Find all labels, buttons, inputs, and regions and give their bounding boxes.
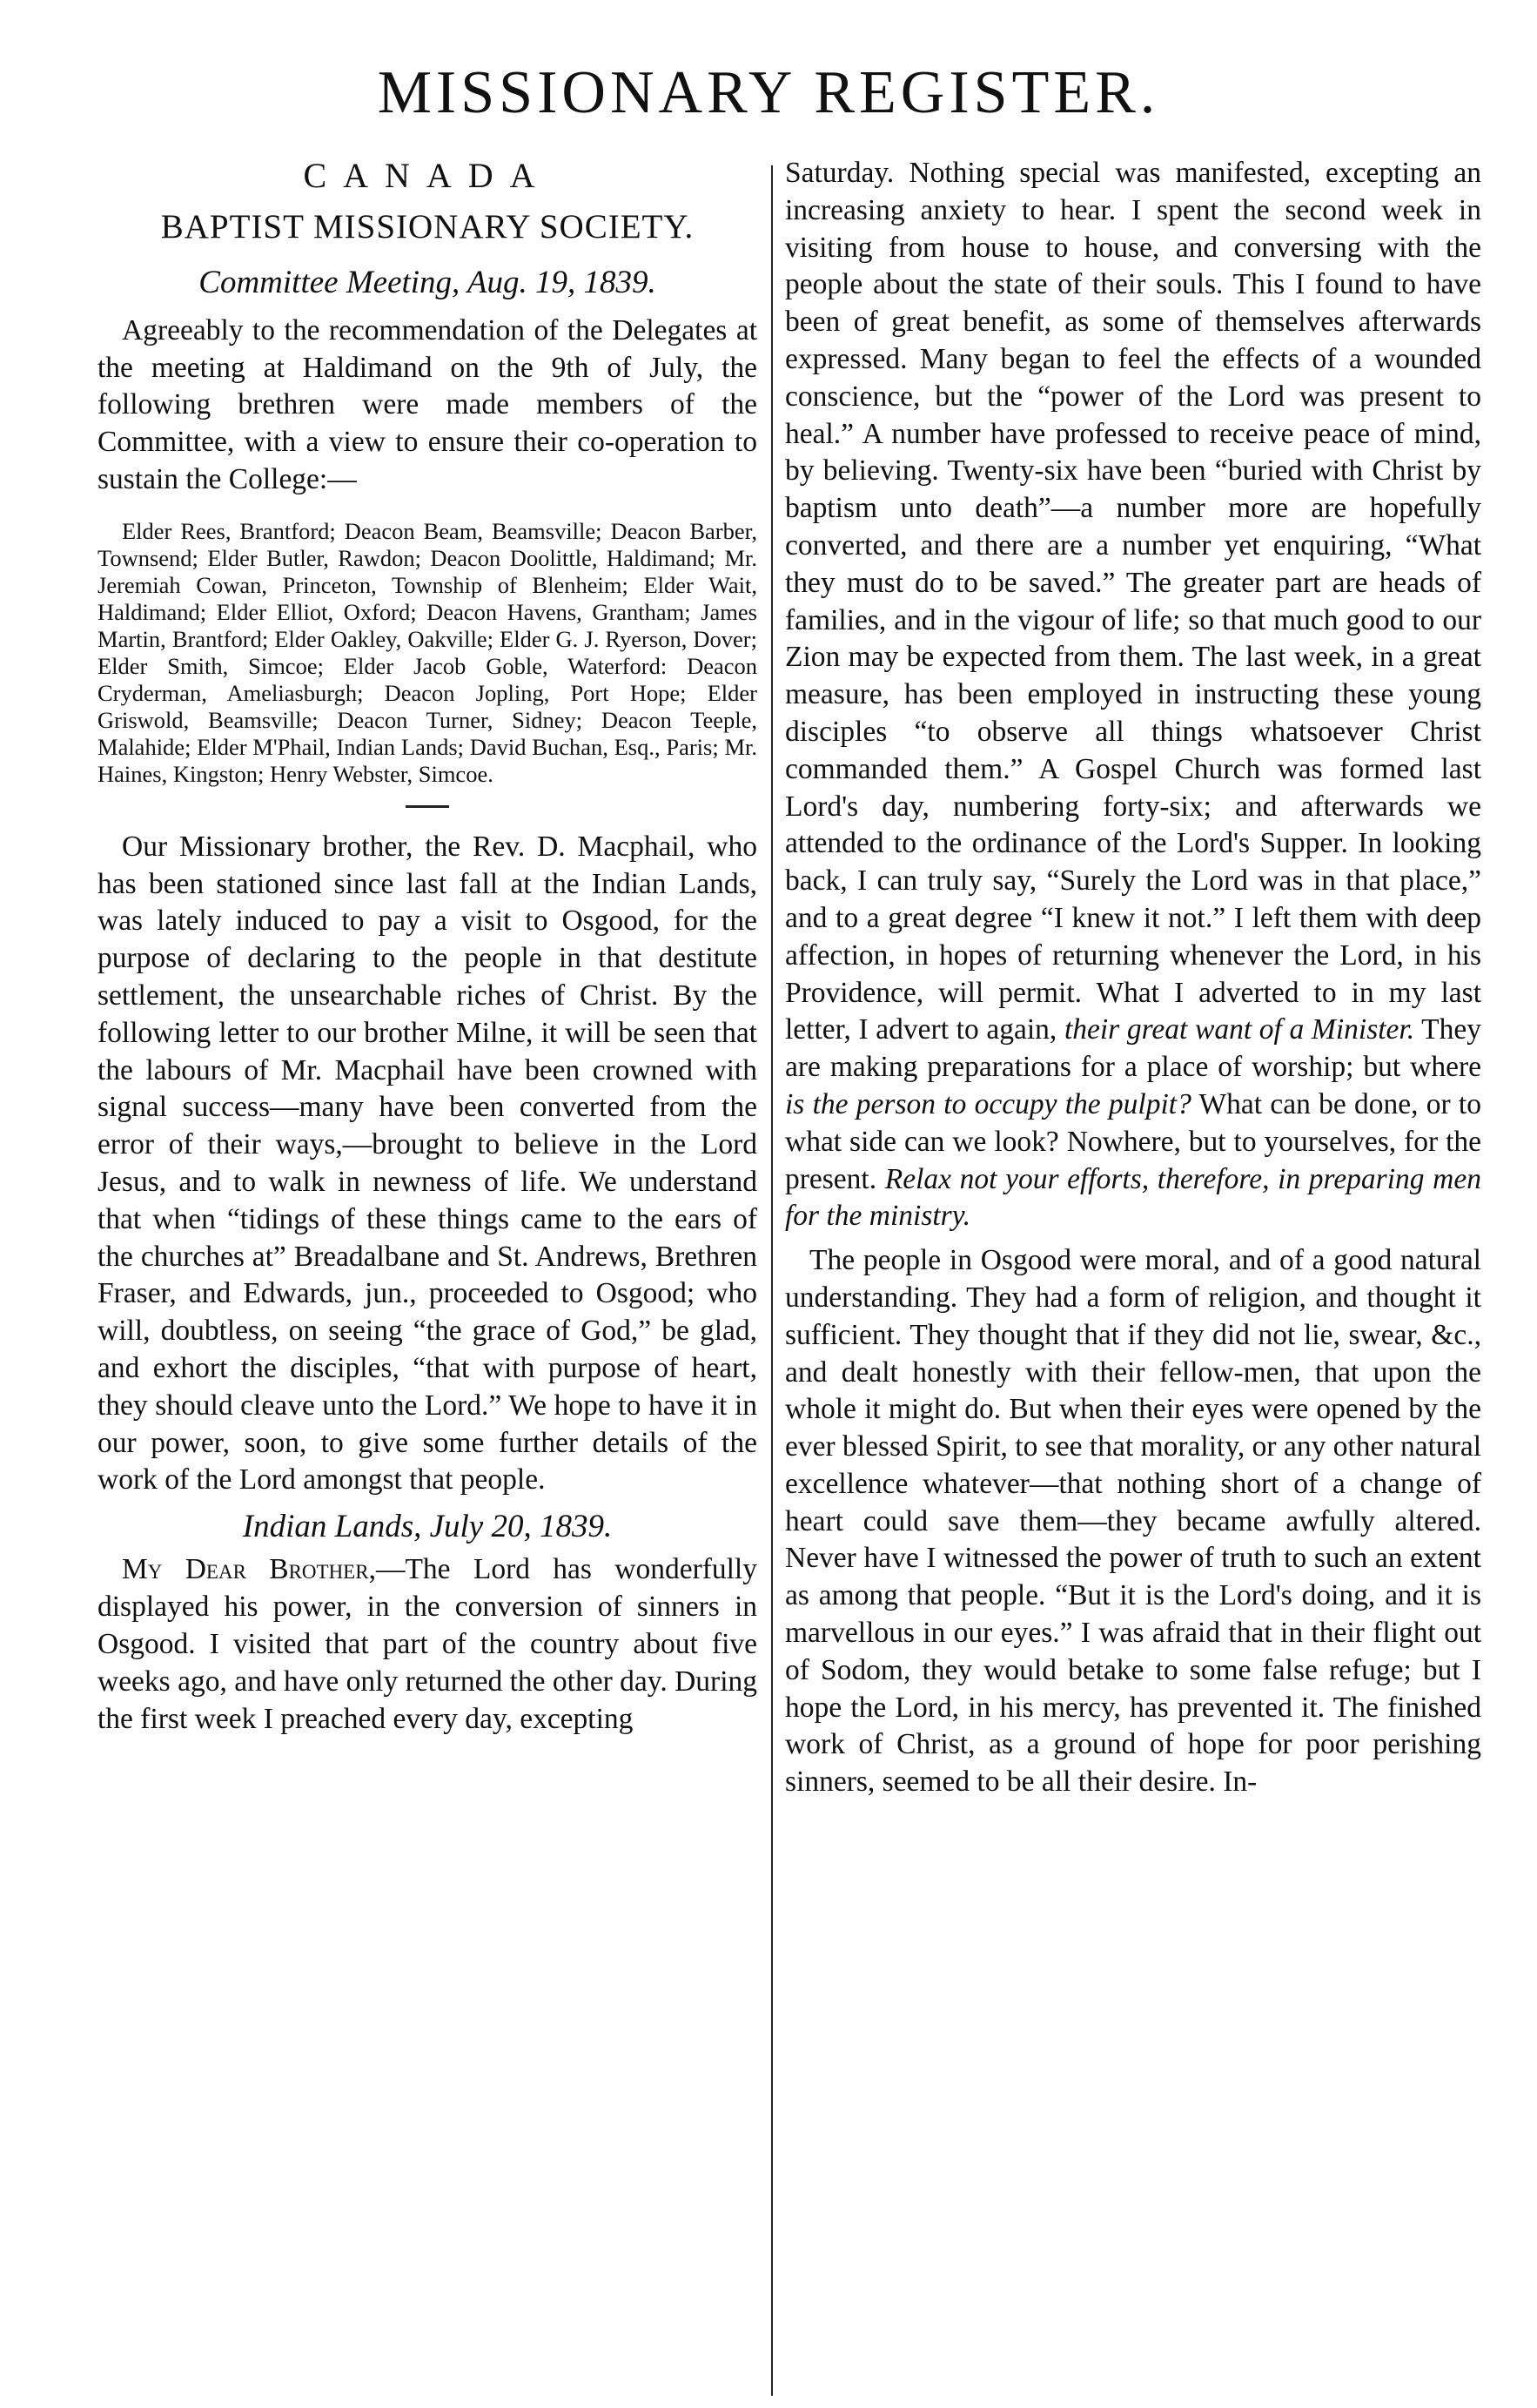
paragraph-letter-start — [97, 1551, 757, 1738]
left-column — [97, 155, 757, 1738]
paragraph-osgood-people: The people in Osgood were moral, and of a good natural understanding. They had a form of religion, and thought it sufficient. They thought that if they did not lie, swear, &c., and dealt honestly with their fellow-men, that upon the whole it might do. But when their eyes were opened by the ever blessed Spirit, to see that morality, or any other natural excellence whatever—that nothing short of a change of heart could save them—they became awfully altered. Never have I witnessed the power of truth to such an extent as among that people. “But it is the Lord's doing, and it is marvellous in our eyes.” I was afraid that in their flight out of Sodom, they would betake to some false refuge; but I hope the Lord, in his mercy, has prevented it. The finished work of Christ, as a ground of hope for poor perishing sinners, seemed to be all their desire. In- — [785, 1244, 1481, 1799]
paragraph-macphail: Our Missionary brother, the Rev. D. Macphail, who has been stationed since last fall at the Indian Lands, was lately induced to pay a visit to Osgood, for the purpose of declaring to the people in that destitute settlement, the unsearchable riches of Christ. By the following letter to our brother Milne, it will be seen that the labours of Mr. Macphail have been crowned with signal success—many have been converted from the error of their ways,—brought to believe in the Lord Jesus, and to walk in newness of life. We understand that when “tidings of these things came to the ears of the churches at” Breadalbane and St. Andrews, Brethren Fraser, and Edwards, jun., proceeded to Osgood; who will, doubtless, on seeing “the grace of God,” be glad, and exhort the disciples, “that with purpose of heart, they should cleave unto the Lord.” We hope to have it in our power, soon, to give some further details of the work of the Lord amongst that people. — [97, 830, 757, 1497]
dateline-indian-lands: Indian Lands, July 20, 1839. — [242, 1509, 613, 1545]
letter-emphasis-b: is the person to occupy the pulpit? — [785, 1087, 1191, 1120]
letter-text-b: They are making preparations for a place of worship; but where — [785, 1013, 1481, 1084]
heading-society: BAPTIST MISSIONARY SOCIETY. — [160, 208, 695, 246]
letter-salutation: My Dear Brother, — [122, 1553, 376, 1586]
dateline-committee: Committee Meeting, Aug. 19, 1839. — [198, 264, 656, 300]
paragraph-committee: Agreeably to the recommendation of the Delegates at the meeting at Haldimand on the 9th of July, the following brethren were made members of the Committee, with a view to ensure their co-operation to sustain the College:— — [97, 313, 757, 496]
column-divider — [771, 165, 773, 2396]
committee-members-list: Elder Rees, Brantford; Deacon Beam, Beamsville; Deacon Barber, Townsend; Elder Butler, Rawdon; Deacon Doolittle, Haldimand; Mr. Jeremiah Cowan, Princeton, Township of Blenheim; Elder Wait, Haldimand; Elder Elliot, Oxford; Deacon Havens, Grantham; James Martin, Brantford; Elder Oakley, Oakville; Elder G. J. Ryerson, Dover; Elder Smith, Simcoe; Elder Jacob Goble, Waterford: Deacon Cryderman, Ameliasburgh; Deacon Jopling, Port Hope; Elder Griswold, Beamsville; Deacon Turner, Sidney; Deacon Teeple, Malahide; Elder M'Phail, Indian Lands; David Buchan, Esq., Paris; Mr. Haines, Kingston; Henry Webster, Simcoe. — [97, 517, 757, 787]
heading-country: CANADA — [303, 156, 552, 195]
right-column — [785, 155, 1481, 1801]
masthead-title: MISSIONARY REGISTER. — [377, 59, 1160, 126]
letter-emphasis-c: Relax not your efforts, therefore, in preparing men for the ministry. — [785, 1162, 1481, 1233]
paragraph-letter-continued — [785, 155, 1481, 1235]
letter-text-a: Saturday. Nothing special was manifested, excepting an increasing anxiety to hear. I spent the second week in visiting from house to house, and conversing with the people about the state of their souls. This I found to have been of great benefit, as some of themselves afterwards expressed. Many began to feel the effects of a wounded conscience, but the “power of the Lord was present to heal.” A number have professed to receive peace of mind, by believing. Twenty-six have been “buried with Christ by baptism unto death”—a number more are hopefully converted, and there are a number yet enquiring, “What they must do to be saved.” The greater part are heads of families, and in the vigour of life; so that much good to our Zion may be expected from them. The last week, in a great measure, has been employed in instructing these young disciples “to observe all things whatsoever Christ commanded them.” A Gospel Church was formed last Lord's day, numbering forty-six; and afterwards we attended to the ordinance of the Lord's Supper. In looking back, I can truly say, “Surely the Lord was in that place,” and to a great degree “I knew it not.” I left them with deep affection, in hopes of returning whenever the Lord, in his Providence, will permit. What I adverted to in my last letter, I advert to again, — [785, 157, 1481, 1046]
letter-emphasis-a: their great want of a Minister. — [1064, 1013, 1415, 1046]
letter-opening-text: —The Lord has wonderfully displayed his power, in the conversion of sinners in Osgood. I visited that part of the country about five weeks ago, and have only returned the other day. During the first week I preached every day, excepting — [97, 1553, 757, 1735]
letter-text-c: What can be done, or to what side can we look? Nowhere, but to yourselves, for the present. — [785, 1087, 1481, 1195]
section-divider — [406, 805, 449, 808]
